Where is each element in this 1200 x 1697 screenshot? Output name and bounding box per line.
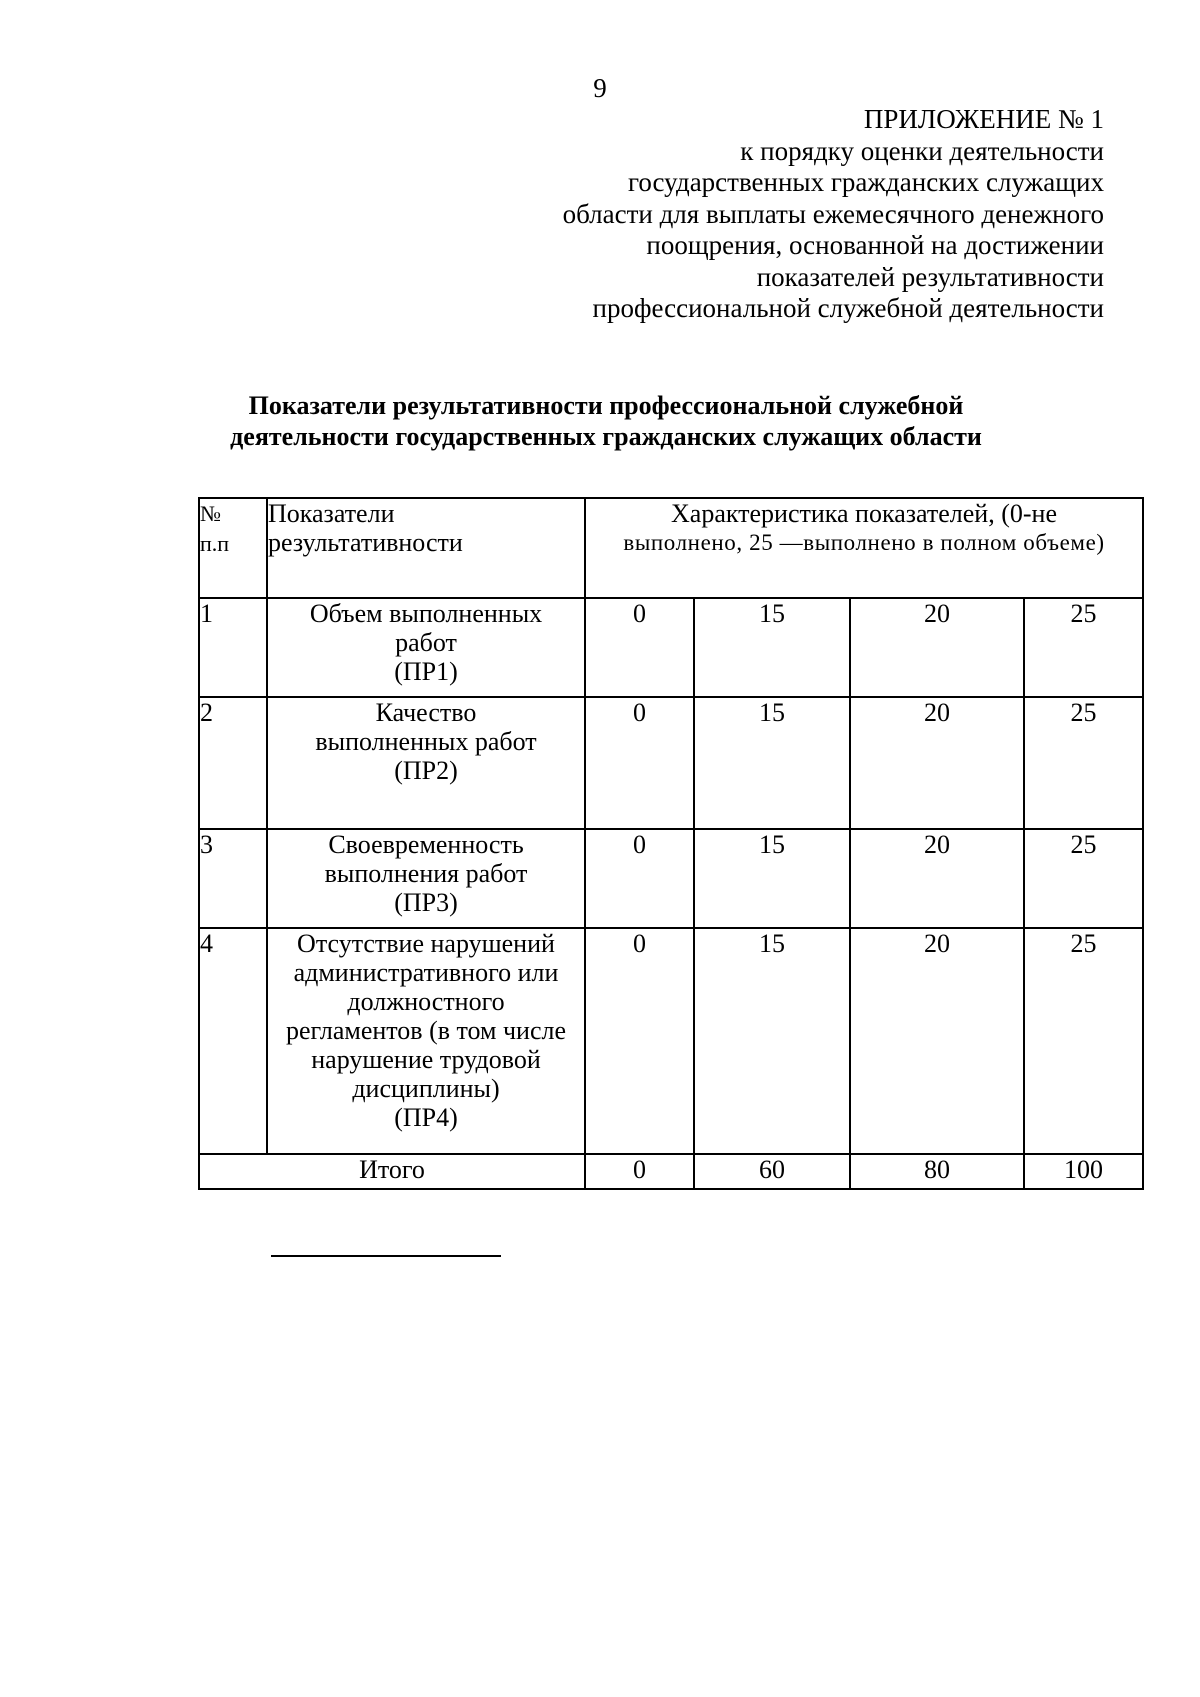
header-characteristic-line: Характеристика показателей, (0-не — [671, 499, 1057, 528]
appendix-line: показателей результативности — [756, 261, 1104, 292]
table-row — [199, 598, 1143, 697]
total-value: 60 — [694, 1154, 850, 1189]
total-value: 80 — [850, 1154, 1024, 1189]
header-characteristic — [585, 498, 1143, 598]
row-value: 25 — [1024, 928, 1143, 1154]
document-title-line: деятельности государственных гражданских служащих области — [230, 422, 982, 451]
appendix-header — [404, 104, 1104, 325]
table-header-row — [199, 498, 1143, 598]
row-number: 4 — [199, 928, 267, 1154]
row-value: 15 — [694, 598, 850, 697]
total-value: 0 — [585, 1154, 694, 1189]
row-value: 25 — [1024, 598, 1143, 697]
header-indicator: Показатели результативности — [267, 498, 585, 598]
document-title-line: Показатели результативности профессиональной служебной — [248, 391, 964, 420]
row-value: 25 — [1024, 829, 1143, 928]
header-characteristic-line: выполнено, 25 —выполнено в полном объеме) — [623, 530, 1105, 555]
footnote-divider — [271, 1255, 501, 1257]
row-indicator: Своевременность выполнения работ (ПР3) — [267, 829, 585, 928]
total-value: 100 — [1024, 1154, 1143, 1189]
appendix-line: профессиональной служебной деятельности — [592, 293, 1104, 323]
page-number: 9 — [593, 73, 607, 103]
row-value: 20 — [850, 928, 1024, 1154]
row-value: 0 — [585, 697, 694, 829]
row-number: 1 — [199, 598, 267, 697]
row-value: 25 — [1024, 697, 1143, 829]
total-label: Итого — [199, 1154, 585, 1189]
table-row — [199, 697, 1143, 829]
row-value: 15 — [694, 697, 850, 829]
row-number: 2 — [199, 697, 267, 829]
appendix-line: государственных гражданских служащих — [627, 167, 1104, 197]
row-number: 3 — [199, 829, 267, 928]
document-title — [0, 390, 1200, 452]
table-row — [199, 829, 1143, 928]
row-indicator: Отсутствие нарушений административного или должностного регламентов (в том числе нарушение трудовой дисциплины) (ПР4) — [267, 928, 585, 1154]
row-value: 20 — [850, 598, 1024, 697]
row-value: 20 — [850, 697, 1024, 829]
indicators-table — [198, 497, 1144, 1190]
appendix-title: ПРИЛОЖЕНИЕ № 1 — [863, 104, 1104, 134]
appendix-line: к порядку оценки деятельности — [740, 135, 1104, 166]
row-indicator: Качество выполненных работ (ПР2) — [267, 697, 585, 829]
row-indicator: Объем выполненных работ (ПР1) — [267, 598, 585, 697]
header-number: № п.п — [199, 498, 267, 598]
appendix-line: поощрения, основанной на достижении — [646, 230, 1104, 260]
table-total-row — [199, 1154, 1143, 1189]
row-value: 15 — [694, 829, 850, 928]
row-value: 0 — [585, 829, 694, 928]
appendix-line: области для выплаты ежемесячного денежного — [562, 198, 1104, 229]
table-row — [199, 928, 1143, 1154]
row-value: 0 — [585, 598, 694, 697]
row-value: 20 — [850, 829, 1024, 928]
row-value: 15 — [694, 928, 850, 1154]
row-value: 0 — [585, 928, 694, 1154]
